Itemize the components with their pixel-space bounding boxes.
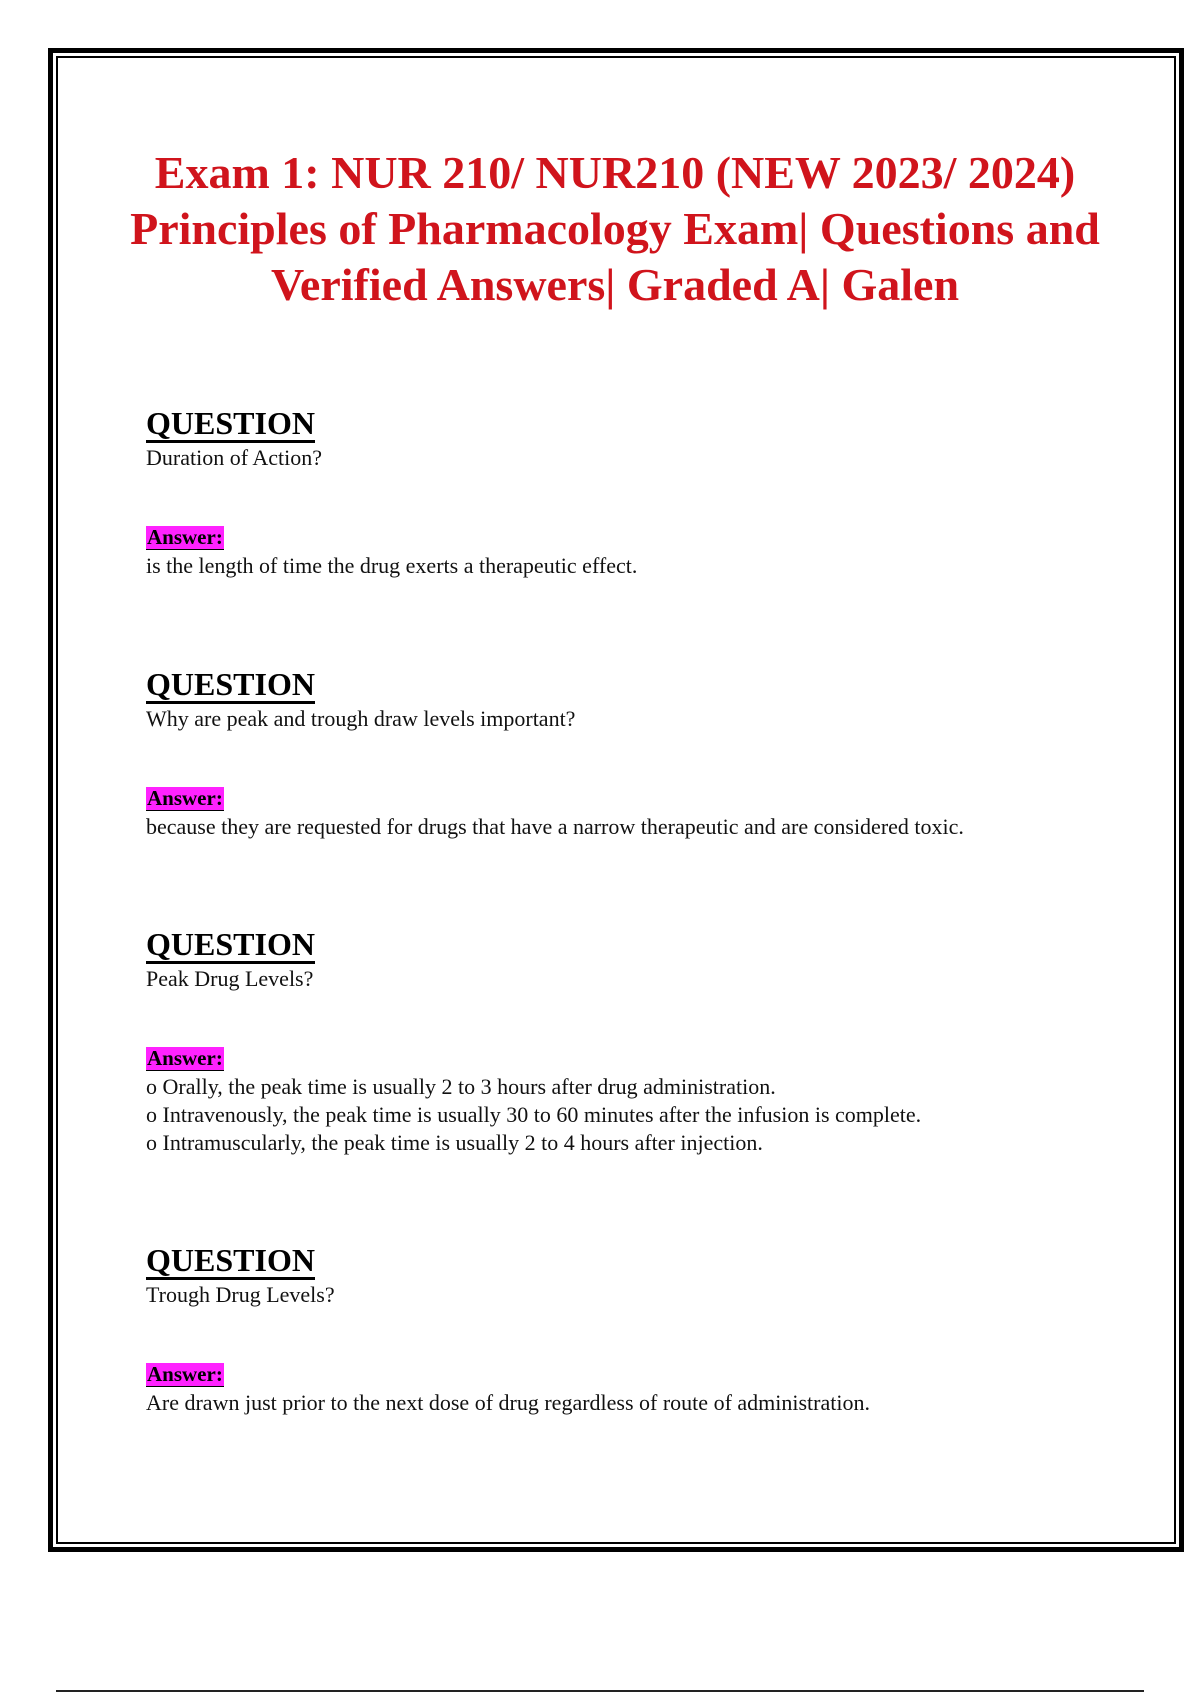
answer-label: Answer: <box>147 786 223 810</box>
question-heading: QUESTION <box>146 1242 315 1278</box>
answer-text: is the length of time the drug exerts a therapeutic effect. <box>146 553 638 578</box>
question-text: Peak Drug Levels? <box>146 966 314 991</box>
question-heading: QUESTION <box>146 405 315 441</box>
question-text: Duration of Action? <box>146 445 322 470</box>
answer-block-4 <box>146 1363 1076 1417</box>
answer-block-2 <box>146 787 1076 841</box>
answer-label: Answer: <box>147 525 223 549</box>
question-text: Trough Drug Levels? <box>146 1282 335 1307</box>
question-block-3 <box>146 927 1076 992</box>
answer-block-1 <box>146 526 1076 580</box>
question-text: Why are peak and trough draw levels important? <box>146 706 576 731</box>
question-block-4 <box>146 1243 1076 1308</box>
footer-rule <box>56 1690 1144 1692</box>
answer-text: Are drawn just prior to the next dose of drug regardless of route of administration. <box>146 1390 870 1415</box>
answer-line: o Intramuscularly, the peak time is usually 2 to 4 hours after injection. <box>146 1130 763 1155</box>
answer-text: because they are requested for drugs that have a narrow therapeutic and are considered toxic. <box>146 814 964 839</box>
question-heading: QUESTION <box>146 666 315 702</box>
question-block-1 <box>146 406 1076 471</box>
document-title: Exam 1: NUR 210/ NUR210 (NEW 2023/ 2024) Principles of Pharmacology Exam| Questions and Verified Answers| Graded A| Galen <box>130 147 1100 310</box>
answer-block-3 <box>146 1047 1076 1157</box>
answer-line: o Intravenously, the peak time is usually 30 to 60 minutes after the infusion is complete. <box>146 1102 922 1127</box>
answer-label: Answer: <box>147 1362 223 1386</box>
answer-label: Answer: <box>147 1046 223 1070</box>
question-block-2 <box>146 667 1076 732</box>
answer-line: o Orally, the peak time is usually 2 to 3 hours after drug administration. <box>146 1074 776 1099</box>
question-heading: QUESTION <box>146 926 315 962</box>
